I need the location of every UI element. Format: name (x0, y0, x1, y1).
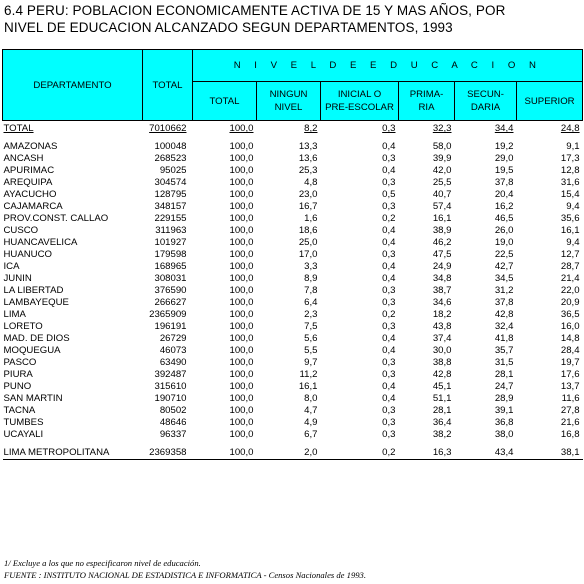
total-label: TOTAL (3, 123, 34, 134)
cell-superior: 12,8 (560, 165, 580, 176)
cell-count: 128795 (154, 189, 187, 200)
cell-pct-total: 100,0 (229, 189, 254, 200)
cell-count: 229155 (154, 213, 187, 224)
cell-ningun: 5,5 (304, 345, 318, 356)
cell-count: 190710 (154, 393, 187, 404)
cell-departamento: CUSCO (3, 225, 39, 236)
table-row (3, 321, 583, 333)
cell-ningun: 1,6 (304, 213, 318, 224)
cell-primaria: 39,9 (432, 153, 452, 164)
title-line-1: 6.4 PERU: POBLACION ECONOMICAMENTE ACTIVA DE 15 Y MAS AÑOS, POR (4, 3, 506, 18)
cell-secundaria: 34,5 (494, 273, 514, 284)
cell-pct-total: 100,0 (229, 237, 254, 248)
footnote: 1/ Excluye a los que no especificaron nivel de educación. (4, 558, 201, 568)
cell-ningun: 2,3 (304, 309, 318, 320)
cell-pct-total: 100,0 (229, 381, 254, 392)
table-title (4, 2, 580, 36)
cell-primaria: 34,8 (432, 273, 452, 284)
table-row (3, 333, 583, 345)
cell-secundaria: 42,7 (494, 261, 514, 272)
cell-secundaria: 43,4 (455, 447, 517, 460)
cell-count: 168965 (154, 261, 187, 272)
cell-superior: 9,4 (566, 237, 580, 248)
cell-pct-total: 100,0 (229, 261, 254, 272)
cell-primaria: 37,4 (432, 333, 452, 344)
table-row (3, 405, 583, 417)
cell-superior: 14,8 (560, 333, 580, 344)
cell-secundaria: 28,1 (494, 369, 514, 380)
cell-pct-total: 100,0 (229, 165, 254, 176)
cell-primaria: 42,8 (432, 369, 452, 380)
cell-ningun: 6,4 (304, 297, 318, 308)
cell-secundaria: 19,0 (494, 237, 514, 248)
cell-primaria: 24,9 (432, 261, 452, 272)
cell-departamento: MAD. DE DIOS (3, 333, 70, 344)
cell-pct-total: 100,0 (229, 321, 254, 332)
total-pct: 100,0 (229, 123, 254, 134)
total-secundaria: 34,4 (494, 123, 514, 134)
cell-primaria: 38,9 (432, 225, 452, 236)
cell-inicial: 0,3 (382, 177, 396, 188)
cell-primaria: 16,1 (432, 213, 452, 224)
education-table (2, 49, 583, 460)
cell-superior: 36,5 (560, 309, 580, 320)
cell-departamento: JUNIN (3, 273, 32, 284)
table-row (3, 393, 583, 405)
total-count: 7010662 (149, 123, 187, 134)
table-row (3, 225, 583, 237)
cell-superior: 19,7 (560, 357, 580, 368)
cell-count: 268523 (154, 153, 187, 164)
cell-inicial: 0,4 (382, 225, 396, 236)
cell-superior: 16,8 (560, 429, 580, 440)
cell-ningun: 7,5 (304, 321, 318, 332)
cell-superior: 11,6 (561, 393, 580, 404)
cell-secundaria: 26,0 (494, 225, 514, 236)
cell-departamento: TACNA (3, 405, 36, 416)
cell-inicial: 0,4 (382, 381, 396, 392)
cell-count: 48646 (159, 417, 187, 428)
cell-departamento: APURIMAC (3, 165, 55, 176)
total-row (3, 121, 583, 136)
cell-ningun: 25,3 (298, 165, 318, 176)
cell-count: 392487 (154, 369, 187, 380)
cell-count: 100048 (154, 141, 187, 152)
cell-secundaria: 22,5 (494, 249, 514, 260)
table-row (3, 213, 583, 225)
table-body (3, 121, 583, 460)
cell-secundaria: 35,7 (494, 345, 514, 356)
cell-superior: 35,6 (560, 213, 580, 224)
cell-departamento: AYACUCHO (3, 189, 57, 200)
cell-primaria: 38,7 (432, 285, 452, 296)
cell-departamento: AREQUIPA (3, 177, 53, 188)
cell-pct-total: 100,0 (229, 429, 254, 440)
header-sub-total: TOTAL (193, 82, 257, 121)
cell-secundaria: 41,8 (494, 333, 514, 344)
cell-secundaria: 16,2 (494, 201, 514, 212)
cell-ningun: 4,7 (304, 405, 318, 416)
cell-departamento: UCAYALI (3, 429, 44, 440)
table-row (3, 189, 583, 201)
cell-pct-total: 100,0 (229, 417, 254, 428)
table-row (3, 141, 583, 153)
cell-superior: 28,4 (560, 345, 580, 356)
cell-superior: 22,0 (560, 285, 580, 296)
cell-primaria: 18,2 (432, 309, 452, 320)
cell-inicial: 0,3 (382, 321, 396, 332)
cell-primaria: 28,1 (432, 405, 452, 416)
cell-secundaria: 46,5 (494, 213, 514, 224)
cell-ningun: 7,8 (304, 285, 318, 296)
cell-pct-total: 100,0 (229, 369, 254, 380)
cell-pct-total: 100,0 (229, 357, 254, 368)
cell-inicial: 0,3 (382, 249, 396, 260)
header-primaria: PRIMA- RIA (399, 82, 455, 121)
table-row (3, 285, 583, 297)
cell-inicial: 0,3 (382, 357, 396, 368)
cell-pct-total: 100,0 (229, 333, 254, 344)
cell-primaria: 57,4 (432, 201, 452, 212)
cell-pct-total: 100,0 (229, 285, 254, 296)
cell-pct-total: 100,0 (229, 345, 254, 356)
cell-count: 46073 (159, 345, 187, 356)
cell-departamento: PASCO (3, 357, 37, 368)
cell-ningun: 13,3 (298, 141, 318, 152)
cell-secundaria: 29,0 (494, 153, 514, 164)
cell-superior: 20,9 (560, 297, 580, 308)
cell-count: 179598 (154, 249, 187, 260)
cell-inicial: 0,5 (382, 189, 396, 200)
cell-departamento: LIMA METROPOLITANA (3, 447, 143, 460)
cell-departamento: HUANUCO (3, 249, 53, 260)
cell-inicial: 0,4 (382, 261, 396, 272)
cell-ningun: 5,6 (304, 333, 318, 344)
total-superior: 24,8 (560, 123, 580, 134)
cell-count: 95025 (159, 165, 187, 176)
table-row (3, 381, 583, 393)
cell-departamento: CAJAMARCA (3, 201, 63, 212)
cell-primaria: 58,0 (432, 141, 452, 152)
cell-primaria: 46,2 (432, 237, 452, 248)
cell-superior: 21,6 (560, 417, 580, 428)
cell-departamento: LAMBAYEQUE (3, 297, 69, 308)
table-row (3, 237, 583, 249)
cell-count: 308031 (154, 273, 187, 284)
table-row (3, 249, 583, 261)
cell-pct-total: 100,0 (229, 297, 254, 308)
cell-ningun: 4,8 (304, 177, 318, 188)
cell-departamento: TUMBES (3, 417, 44, 428)
cell-secundaria: 37,8 (494, 177, 514, 188)
cell-secundaria: 28,9 (494, 393, 514, 404)
cell-inicial: 0,3 (382, 429, 396, 440)
title-line-2: NIVEL DE EDUCACION ALCANZADO SEGUN DEPARTAMENTOS, 1993 (4, 20, 453, 35)
cell-ningun: 4,9 (304, 417, 318, 428)
cell-secundaria: 24,7 (494, 381, 514, 392)
cell-inicial: 0,2 (382, 309, 396, 320)
cell-count: 376590 (154, 285, 187, 296)
table-row (3, 177, 583, 189)
cell-count: 311963 (155, 225, 187, 236)
total-ningun: 8,2 (304, 123, 318, 134)
cell-superior: 21,4 (560, 273, 580, 284)
cell-ningun: 8,0 (304, 393, 318, 404)
total-inicial: 0,3 (382, 123, 396, 134)
cell-count: 266627 (154, 297, 187, 308)
cell-primaria: 34,6 (432, 297, 452, 308)
cell-superior: 16,0 (560, 321, 580, 332)
cell-pct-total: 100,0 (229, 273, 254, 284)
cell-secundaria: 20,4 (494, 189, 514, 200)
header-departamento: DEPARTAMENTO (3, 50, 143, 121)
cell-count: 304574 (154, 177, 187, 188)
cell-ningun: 17,0 (298, 249, 318, 260)
cell-ningun: 9,7 (304, 357, 318, 368)
cell-primaria: 47,5 (432, 249, 452, 260)
cell-pct-total: 100,0 (193, 447, 257, 460)
header-superior: SUPERIOR (517, 82, 583, 121)
cell-secundaria: 37,8 (494, 297, 514, 308)
header-ningun-nivel: NINGUN NIVEL (257, 82, 321, 121)
cell-departamento: ANCASH (3, 153, 44, 164)
header-secundaria: SECUN- DARIA (455, 82, 517, 121)
cell-ningun: 3,3 (304, 261, 318, 272)
cell-primaria: 45,1 (432, 381, 452, 392)
table-row (3, 369, 583, 381)
cell-count: 348157 (154, 201, 187, 212)
cell-pct-total: 100,0 (229, 225, 254, 236)
cell-primaria: 36,4 (432, 417, 452, 428)
cell-secundaria: 38,0 (494, 429, 514, 440)
cell-pct-total: 100,0 (229, 249, 254, 260)
cell-inicial: 0,2 (382, 213, 396, 224)
cell-ningun: 11,2 (299, 369, 318, 380)
cell-count: 63490 (159, 357, 187, 368)
table-row (3, 297, 583, 309)
cell-pct-total: 100,0 (229, 201, 254, 212)
cell-secundaria: 32,4 (494, 321, 514, 332)
cell-ningun: 2,0 (257, 447, 321, 460)
cell-departamento: AMAZONAS (3, 141, 58, 152)
cell-ningun: 16,1 (298, 381, 318, 392)
cell-superior: 15,4 (560, 189, 580, 200)
table-row (3, 153, 583, 165)
table-row (3, 165, 583, 177)
cell-ningun: 25,0 (298, 237, 318, 248)
cell-superior: 38,1 (517, 447, 583, 460)
cell-inicial: 0,4 (382, 273, 396, 284)
cell-departamento: HUANCAVELICA (3, 237, 78, 248)
cell-primaria: 40,7 (432, 189, 452, 200)
cell-count: 196191 (154, 321, 187, 332)
cell-secundaria: 19,5 (494, 165, 514, 176)
cell-pct-total: 100,0 (229, 141, 254, 152)
cell-count: 101927 (154, 237, 187, 248)
cell-count: 2369358 (143, 447, 193, 460)
cell-superior: 13,7 (560, 381, 580, 392)
table-row (3, 261, 583, 273)
cell-primaria: 16,3 (399, 447, 455, 460)
cell-ningun: 23,0 (298, 189, 318, 200)
table-header (3, 50, 583, 121)
cell-secundaria: 31,5 (494, 357, 514, 368)
cell-superior: 31,6 (560, 177, 580, 188)
cell-inicial: 0,3 (382, 417, 396, 428)
cell-secundaria: 39,1 (494, 405, 514, 416)
cell-departamento: LIMA (3, 309, 26, 320)
total-primaria: 32,3 (432, 123, 452, 134)
table-row (3, 417, 583, 429)
header-nivel-educacion: N I V E L D E E D U C A C I O N (193, 50, 583, 82)
lima-metropolitana-row (3, 447, 583, 460)
cell-departamento: LA LIBERTAD (3, 285, 64, 296)
cell-inicial: 0,4 (382, 141, 396, 152)
cell-secundaria: 42,8 (494, 309, 514, 320)
cell-superior: 16,1 (560, 225, 580, 236)
cell-ningun: 8,9 (304, 273, 318, 284)
cell-pct-total: 100,0 (229, 393, 254, 404)
cell-inicial: 0,3 (382, 369, 396, 380)
cell-inicial: 0,2 (321, 447, 399, 460)
cell-inicial: 0,4 (382, 393, 396, 404)
cell-primaria: 30,0 (432, 345, 452, 356)
cell-superior: 9,1 (566, 141, 580, 152)
cell-departamento: PROV.CONST. CALLAO (3, 213, 109, 224)
table-row (3, 429, 583, 441)
cell-superior: 17,6 (560, 369, 580, 380)
table-row (3, 345, 583, 357)
cell-inicial: 0,3 (382, 297, 396, 308)
cell-primaria: 38,2 (432, 429, 452, 440)
cell-primaria: 51,1 (432, 393, 452, 404)
cell-pct-total: 100,0 (229, 213, 254, 224)
cell-count: 96337 (159, 429, 187, 440)
cell-ningun: 6,7 (304, 429, 318, 440)
cell-count: 2365909 (149, 309, 187, 320)
table-row (3, 309, 583, 321)
cell-departamento: MOQUEGUA (3, 345, 61, 356)
cell-secundaria: 31,2 (494, 285, 514, 296)
cell-secundaria: 36,8 (494, 417, 514, 428)
cell-ningun: 16,7 (298, 201, 318, 212)
cell-ningun: 13,6 (298, 153, 318, 164)
cell-count: 26729 (159, 333, 187, 344)
cell-inicial: 0,3 (382, 153, 396, 164)
cell-superior: 28,7 (560, 261, 580, 272)
source-note: FUENTE : INSTITUTO NACIONAL DE ESTADISTICA E INFORMATICA - Censos Nacionales de 1993. (4, 570, 366, 580)
cell-superior: 12,7 (560, 249, 580, 260)
cell-inicial: 0,3 (382, 201, 396, 212)
cell-departamento: LORETO (3, 321, 43, 332)
cell-superior: 17,3 (560, 153, 580, 164)
cell-pct-total: 100,0 (229, 177, 254, 188)
table-row (3, 201, 583, 213)
cell-primaria: 42,0 (432, 165, 452, 176)
cell-ningun: 18,6 (298, 225, 318, 236)
cell-departamento: SAN MARTIN (3, 393, 63, 404)
table-row (3, 273, 583, 285)
header-inicial: INICIAL O PRE-ESCOLAR (321, 82, 399, 121)
header-total: TOTAL (143, 50, 193, 121)
cell-pct-total: 100,0 (229, 153, 254, 164)
cell-superior: 9,4 (566, 201, 580, 212)
cell-superior: 27,8 (560, 405, 580, 416)
cell-primaria: 25,5 (432, 177, 452, 188)
cell-inicial: 0,4 (382, 333, 396, 344)
cell-departamento: PUNO (3, 381, 32, 392)
cell-secundaria: 19,2 (494, 141, 514, 152)
table-row (3, 357, 583, 369)
cell-count: 315610 (154, 381, 187, 392)
cell-count: 80502 (159, 405, 187, 416)
cell-primaria: 38,8 (432, 357, 452, 368)
cell-departamento: PIURA (3, 369, 33, 380)
cell-inicial: 0,4 (382, 237, 396, 248)
cell-inicial: 0,4 (382, 165, 396, 176)
cell-primaria: 43,8 (432, 321, 452, 332)
cell-inicial: 0,3 (382, 285, 396, 296)
cell-departamento: ICA (3, 261, 20, 272)
cell-inicial: 0,4 (382, 345, 396, 356)
cell-pct-total: 100,0 (229, 309, 254, 320)
cell-inicial: 0,3 (382, 405, 396, 416)
cell-pct-total: 100,0 (229, 405, 254, 416)
